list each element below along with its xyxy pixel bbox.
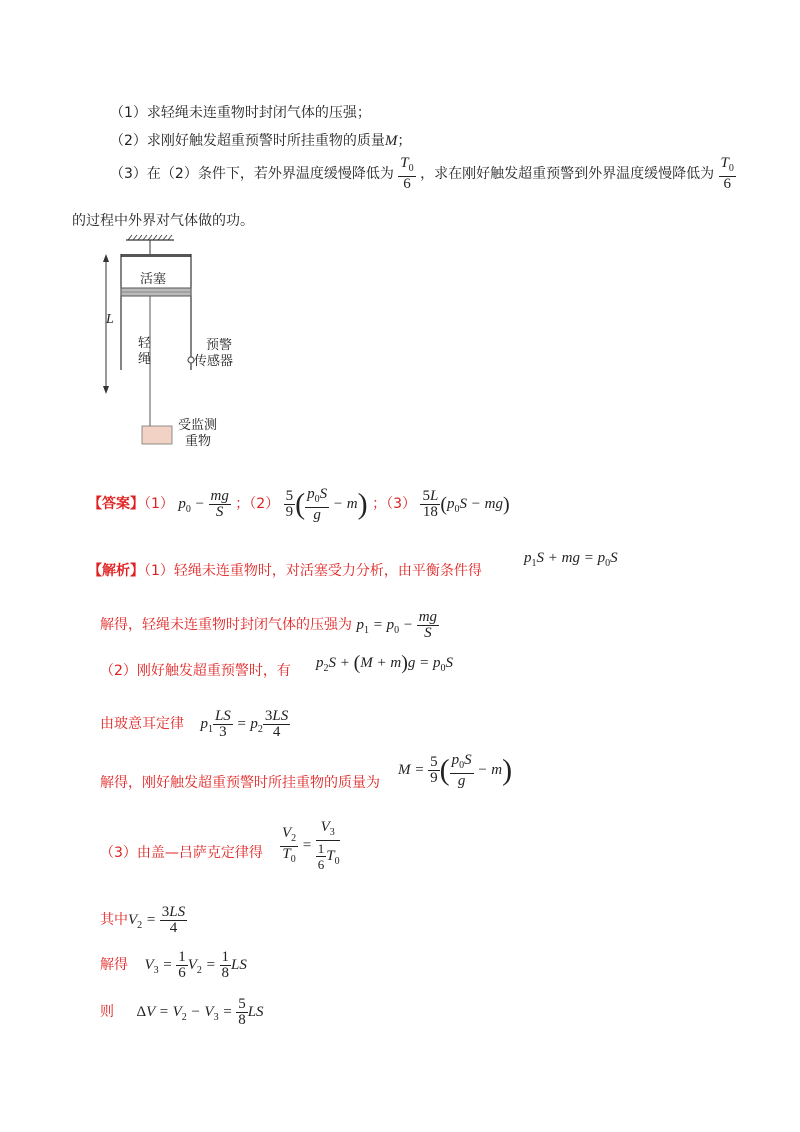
- analysis-step-2: 解得，轻绳未连重物时封闭气体的压强为: [100, 616, 352, 633]
- sensor-label-1: 预警: [206, 338, 233, 353]
- frac-t0-6-b: $\frac{T_0}{6}$: [720, 155, 734, 192]
- analysis-label: 【解析】: [88, 563, 144, 579]
- weight-label-2: 重物: [185, 434, 212, 449]
- eq-gay-lussac: $\frac{V_2}{T_0}$ = $V_3$ $\frac{1}{6}$ $T_0$: [282, 819, 340, 872]
- question-2-var: M: [384, 133, 398, 149]
- eq-v3: $V_3$ = $\frac{1}{6}$ $V_2$ = $\frac{1}{8}$ LS: [144, 949, 247, 982]
- eq-balance-1: $p_1S$ + mg = $p_0S$: [524, 550, 618, 569]
- analysis-line-2: [100, 610, 439, 641]
- answer-line: [88, 480, 510, 534]
- analysis-step-9: 则: [100, 1004, 114, 1020]
- analysis-line-5: 解得，刚好触发超重预警时所挂重物的质量为: [100, 775, 380, 791]
- length-label: L: [106, 312, 114, 327]
- piston-diagram: [90, 232, 250, 452]
- question-3-text-b: ，求在刚好触发超重预警到外界温度缓慢降低为: [420, 166, 715, 182]
- sensor-label-2: 传感器: [194, 354, 234, 369]
- analysis-line-8: [100, 945, 247, 991]
- eq-boyle: $p_1$ $\frac{LS}{3}$ = $p_2$ $\frac{3LS}{4}$: [200, 708, 289, 741]
- question-2-end: ；: [397, 133, 412, 149]
- answer-part-2: ；（2）: [235, 496, 280, 512]
- rope-label-2: 绳: [138, 352, 152, 367]
- analysis-step-8: 解得: [100, 957, 128, 973]
- rope-label-1: 轻: [138, 336, 152, 351]
- piston-label: 活塞: [140, 272, 167, 287]
- analysis-line-7: [100, 900, 187, 946]
- answer-2-formula: $\frac{5}{9}$ ( $\frac{p_0S}{g}$ − m): [285, 485, 368, 523]
- eq-balance-2: $p_2S + (M + m)g = p_0S$: [316, 652, 454, 674]
- analysis-step-4: 由玻意耳定律: [100, 716, 184, 732]
- eq-mass: M = $\frac{5}{9}$ ( $\frac{p_0S}{g}$ − m): [398, 751, 513, 789]
- eq-p1: $p_1 = p_0$ − $\frac{mg}{S}$: [356, 609, 438, 641]
- question-3: [110, 156, 736, 192]
- question-3-end: 的过程中外界对气体做的功。: [72, 213, 254, 229]
- eq-v2: $V_2$ = $\frac{3LS}{4}$: [128, 904, 186, 937]
- answer-1-formula: $p_0$ − $\frac{mg}{S}$: [178, 488, 229, 521]
- frac-t0-6: $\frac{T_0}{6}$: [400, 155, 414, 192]
- analysis-line-6: （3）由盖—吕萨克定律得: [100, 845, 263, 861]
- analysis-line-1: [88, 560, 482, 580]
- analysis-line-3: （2）刚好触发超重预警时，有: [100, 663, 291, 679]
- answer-3-formula: $\frac{5L}{18}$ $(p_0S - mg)$: [422, 488, 510, 521]
- analysis-line-9: [100, 992, 264, 1038]
- weight-label-1: 受监测: [178, 418, 218, 433]
- eq-delta-v: $\Delta V = V_2 - V_3$ = $\frac{5}{8}$ LS: [136, 996, 264, 1029]
- analysis-line-4: [100, 702, 290, 752]
- answer-label: 【答案】: [88, 496, 144, 512]
- answer-part-1: （1）: [144, 496, 174, 512]
- answer-part-3: ；（3）: [372, 496, 417, 512]
- question-2-text: （2）求刚好触发超重预警时所挂重物的质量: [110, 133, 385, 149]
- question-3-text-a: （3）在（2）条件下，若外界温度缓慢降低为: [110, 166, 394, 182]
- analysis-step-7: 其中: [100, 912, 128, 928]
- question-2: [110, 130, 411, 150]
- analysis-step-1: （1）轻绳未连重物时，对活塞受力分析，由平衡条件得: [144, 563, 482, 579]
- question-1: （1）求轻绳未连重物时封闭气体的压强；: [110, 105, 371, 121]
